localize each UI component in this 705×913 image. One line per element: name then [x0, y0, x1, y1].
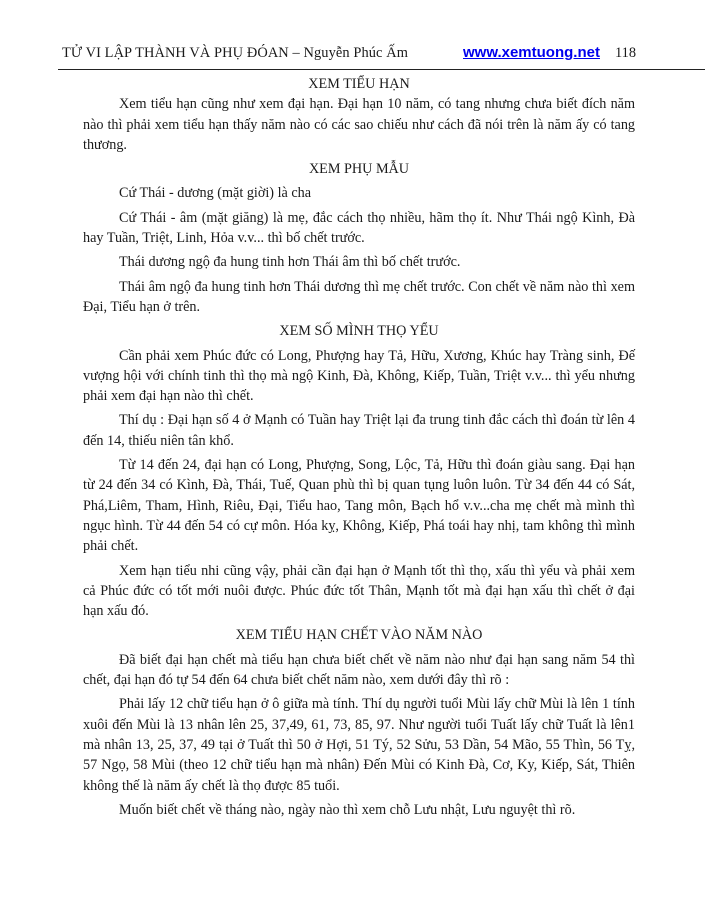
paragraph: Cần phải xem Phúc đức có Long, Phượng hay Tả, Hữu, Xương, Khúc hay Tràng sinh, Đế vượng hội với chính tinh thì thọ mà ngộ Kinh, Đà, Không, Kiếp, Tuần, Triệt v.v... thì yểu nhưng phải xem đại hạn nào thì chết.	[83, 347, 635, 405]
section-xem-phu-mau	[83, 159, 635, 317]
paragraph: Xem tiểu hạn cũng như xem đại hạn. Đại hạn 10 năm, có tang nhưng chưa biết đích năm nào thì phải xem tiểu hạn thấy năm nào có các sao chiếu như cách đã nói trên là năm ấy có tang thương.	[83, 96, 635, 153]
paragraph: Muốn biết chết về tháng nào, ngày nào thì xem chỗ Lưu nhật, Lưu nguyệt thì rõ.	[119, 801, 576, 818]
paragraph: Xem hạn tiểu nhi cũng vậy, phải cần đại hạn ở Mạnh tốt thì thọ, xấu thì yểu và phải xem cả Phúc đức có tốt mới nuôi được. Phúc đức tốt Thân, Mạnh tốt mà đại hạn xấu thì chết ở đại hạn xấu đó.	[83, 562, 635, 620]
paragraph: Phải lấy 12 chữ tiểu hạn ở ô giữa mà tính. Thí dụ người tuổi Mùi lấy chữ Mùi là lên 1 tính xuôi đến Mùi là 13 nhân lên 25, 37,49, 61, 73, 85, 97. Như người tuổi Tuất lấy chữ Tuất là lên1 mà nhân 13, 25, 37, 49 tại ở Tuất thì 50 ở Hợi, 51 Tý, 52 Sửu, 53 Dần, 54 Mão, 55 Thìn, 56 Tỵ, 57 Ngọ, 58 Mùi (theo 12 chữ tiểu hạn mà nhân) Đến Mùi có Kinh Đà, Cơ, Ky, Kiếp, Sát, Thiên không thế là năm ấy chết là thọ được 85 tuổi.	[83, 696, 635, 794]
paragraph: Cứ Thái - dương (mặt giời) là cha	[119, 185, 312, 202]
section-heading: XEM PHỤ MẪU	[308, 161, 410, 178]
paragraph: Cứ Thái - âm (mặt giăng) là mẹ, đắc cách thọ nhiều, hãm thọ ít. Như Thái ngộ Kình, Đà hay Tuần, Triệt, Linh, Hỏa v.v... thì bố chết trước.	[83, 209, 635, 247]
page-body	[83, 74, 635, 824]
section-heading: XEM TIỂU HẠN CHẾT VÀO NĂM NÀO	[235, 627, 483, 644]
header-rule	[58, 69, 705, 70]
paragraph: Đã biết đại hạn chết mà tiểu hạn chưa biết chết về năm nào như đại hạn sang năm 54 thì chết, đại hạn đó tự 54 đến 64 chưa biết chết năm nào, xem dưới đây thì rõ :	[83, 651, 635, 689]
page-number: 118	[615, 45, 637, 61]
paragraph: Thái âm ngộ đa hung tinh hơn Thái dương thì mẹ chết trước. Con chết về năm nào thì xem Đại, Tiểu hạn ở trên.	[83, 278, 635, 315]
section-xem-so-minh-tho-yeu	[83, 321, 635, 621]
section-xem-tieu-han	[83, 74, 635, 155]
website-link[interactable]: www.xemtuong.net	[463, 44, 600, 61]
paragraph: Thí dụ : Đại hạn số 4 ở Mạnh có Tuần hay Triệt lại đa trung tinh đắc cách thì đoán từ lên 4 đến 14, thiếu niên tân khổ.	[83, 412, 635, 449]
section-xem-tieu-han-chet	[83, 625, 635, 820]
section-heading: XEM SỐ MÌNH THỌ YỂU	[279, 323, 439, 340]
paragraph: Thái dương ngộ đa hung tinh hơn Thái âm thì bố chết trước.	[119, 254, 461, 271]
section-heading: XEM TIỂU HẠN	[308, 76, 410, 92]
page-header	[62, 43, 647, 63]
document-title: TỬ VI LẬP THÀNH VÀ PHỤ ĐÓAN – Nguyễn Phúc Ấm	[62, 45, 409, 61]
paragraph: Từ 14 đến 24, đại hạn có Long, Phượng, Song, Lộc, Tả, Hữu thì đoán giàu sang. Đại hạn từ 24 đến 34 có Kình, Đà, Thái, Tuế, Quan phù thì bị quan tụng luôn luôn. Từ 34 đến 44 có Sát, Phá,Liêm, Tham, Hình, Riêu, Đại, Tiểu hao, Tang môn, Bạch hổ v.v...cha mẹ chết mà mình thì ngục hình. Từ 44 đến 54 có cự môn. Hóa kỵ, Không, Kiếp, Phá toái hay nhị, tam không thì mình phải chết.	[83, 457, 635, 555]
